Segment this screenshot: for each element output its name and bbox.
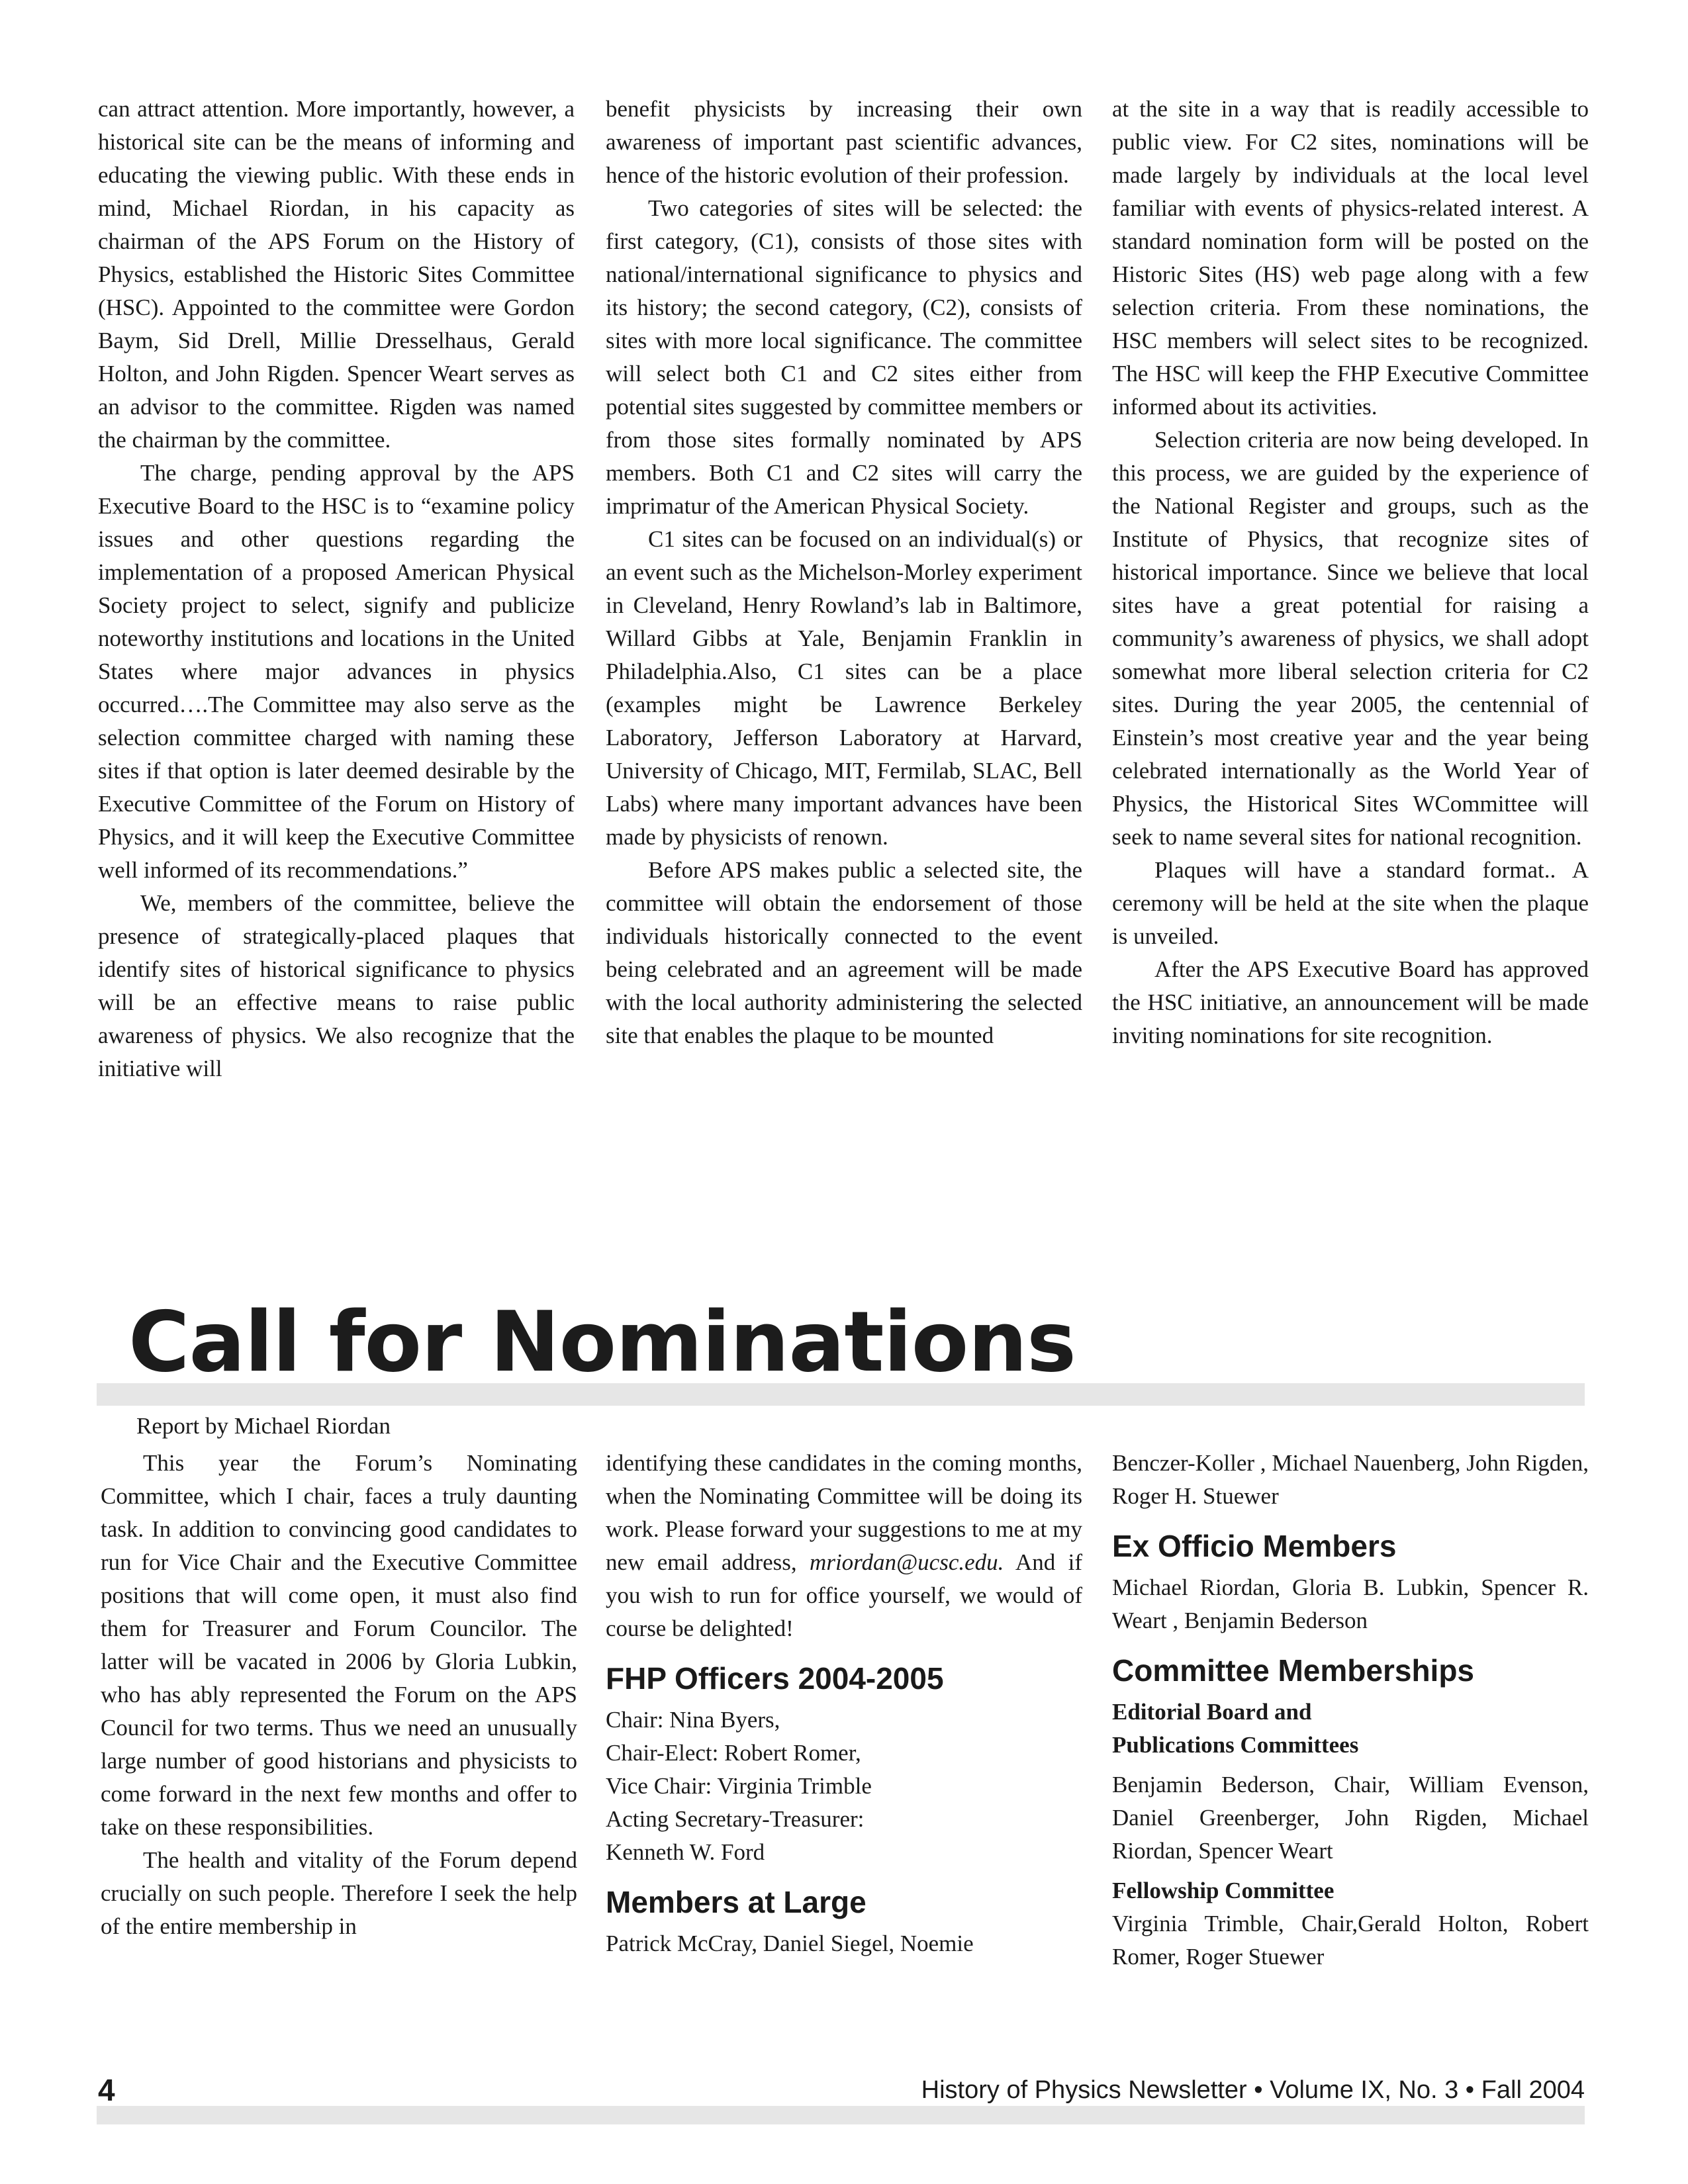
fellowship-committee-members: Virginia Trimble, Chair,Gerald Holton, Robert Romer, Roger Stuewer [1112, 1911, 1589, 1970]
ex-officio-text: Michael Riordan, Gloria B. Lubkin, Spencer R. Weart , Benjamin Bederson [1112, 1574, 1589, 1633]
article-paragraph: can attract attention. More importantly, however, a historical site can be the means of informing and educating the viewing public. With these ends in mind, Michael Riordan, in his capacity as chairman of the APS Forum on the History of Physics, established the Historic Sites Committee (HSC). Appointed to the committee were Gordon Baym, Sid Drell, Millie Dresselhaus, Gerald Holton, and John Rigden. Spencer Weart serves as an advisor to the committee. Rigden was named the chairman by the committee. [98, 96, 575, 453]
section-title: Call for Nominations [128, 1293, 1076, 1390]
article-paragraph: at the site in a way that is readily accessible to public view. For C2 sites, nominations will be made largely by individuals at the local level familiar with events of physics-related interest. A standard nomination form will be posted on the Historic Sites (HS) web page along with a few selection criteria. From these nominations, the HSC members will select sites to be recognized. The HSC will keep the FHP Executive Committee informed about its activities. [1112, 96, 1589, 420]
editorial-board-members: Benjamin Bederson, Chair, William Evenson, Daniel Greenberger, John Rigden, Michael Riordan, Spencer Weart [1112, 1772, 1589, 1864]
officer-line: Vice Chair: Virginia Trimble [606, 1773, 872, 1799]
editorial-board-heading: Editorial Board and [1112, 1699, 1312, 1725]
committee-memberships-heading: Committee Memberships [1112, 1653, 1475, 1688]
nominations-paragraph: The health and vitality of the Forum depend crucially on such people. Therefore I seek the help of the entire membership in [101, 1847, 577, 1939]
article-paragraph: We, members of the committee, believe the presence of strategically-placed plaques that identify sites of historical significance to physics will be an effective means to raise public awareness of physics. We also recognize that the initiative will [98, 890, 575, 1081]
nominations-column-1 [101, 1447, 577, 1943]
paragraph-text: identifying these candidates in the coming months, when the Nominating Committee will be doing its work. Please forward your suggestions to me at my new email address, [606, 1450, 1082, 1575]
article-column-1 [98, 93, 575, 1085]
members-at-large-heading: Members at Large [606, 1885, 867, 1919]
article-paragraph: Before APS makes public a selected site, the committee will obtain the endorsement of those individuals historically connected to the event being celebrated and an agreement will be made with the local authority administering the selected site that enables the plaque to be mounted [606, 857, 1082, 1048]
members-at-large-text: Patrick McCray, Daniel Siegel, Noemie [606, 1931, 974, 1956]
fellowship-committee-heading: Fellowship Committee [1112, 1878, 1335, 1903]
nominations-paragraph: This year the Forum’s Nominating Committee, which I chair, faces a truly daunting task. In addition to convincing good candidates to run for Vice Chair and the Executive Committee positions that will come open, it must also find them for Treasurer and Forum Councilor. The latter will be vacated in 2006 by Gloria Lubkin, who has ably represented the Forum on the APS Council for two terms. Thus we need an unusually large number of good historians and physicists to come forward in the next few months and offer to take on these responsibilities. [101, 1450, 577, 1840]
ex-officio-heading: Ex Officio Members [1112, 1529, 1397, 1563]
officer-line: Kenneth W. Ford [606, 1839, 765, 1865]
article-column-2 [606, 93, 1082, 1052]
article-paragraph: benefit physicists by increasing their own awareness of important past scientific advances, hence of the historic evolution of their profession. [606, 96, 1082, 188]
nominations-column-3 [1112, 1447, 1589, 1974]
article-column-3 [1112, 93, 1589, 1052]
footer-bar [97, 2106, 1585, 2124]
officer-line: Chair: Nina Byers, [606, 1707, 780, 1733]
page-number: 4 [98, 2073, 115, 2107]
article-paragraph: After the APS Executive Board has approved the HSC initiative, an announcement will be made inviting nominations for site recognition. [1112, 956, 1589, 1048]
article-paragraph: C1 sites can be focused on an individual(s) or an event such as the Michelson-Morley experiment in Cleveland, Henry Rowland’s lab in Baltimore, Willard Gibbs at Yale, Benjamin Franklin in Philadelphia.Also, C1 sites can be a place (examples might be Lawrence Berkeley Laboratory, Jefferson Laboratory at Harvard, University of Chicago, MIT, Fermilab, SLAC, Bell Labs) where many important advances have been made by physicists of renown. [606, 526, 1082, 850]
article-paragraph: Two categories of sites will be selected: the first category, (C1), consists of those sites with national/international significance to physics and its history; the second category, (C2), consists of sites with more local significance. The committee will select both C1 and C2 sites either from potential sites suggested by committee members or from those sites formally nominated by APS members. Both C1 and C2 sites will carry the imprimatur of the American Physical Society. [606, 195, 1082, 519]
paragraph-text: And if you wish to run for office yourself, we would of course be delighted! [606, 1549, 1082, 1641]
article-paragraph: The charge, pending approval by the APS Executive Board to the HSC is to “examine policy issues and other questions regarding the implementation of a proposed American Physical Society project to select, signify and publicize noteworthy institutions and locations in the United States where major advances in physics occurred….The Committee may also serve as the selection committee charged with naming these sites if that option is later deemed desirable by the Executive Committee of the Forum on History of Physics, and it will keep the Executive Committee well informed of its recommendations.” [98, 460, 575, 883]
publications-committees-heading: Publications Committees [1112, 1732, 1359, 1758]
article-paragraph: Plaques will have a standard format.. A ceremony will be held at the site when the plaque is unveiled. [1112, 857, 1589, 949]
footer-text: History of Physics Newsletter • Volume IX, No. 3 • Fall 2004 [921, 2076, 1585, 2104]
officer-line: Chair-Elect: Robert Romer, [606, 1740, 861, 1766]
nominations-paragraph [606, 1447, 1082, 1645]
officer-line: Acting Secretary-Treasurer: [606, 1806, 865, 1832]
article-paragraph: Selection criteria are now being developed. In this process, we are guided by the experience of the National Register and groups, such as the Institute of Physics, that recognize sites of historical importance. Since we believe that local sites have a great potential for raising a community’s awareness of physics, we shall adopt somewhat more liberal selection criteria for C2 sites. During the year 2005, the centennial of Einstein’s most creative year and the year being celebrated internationally as the World Year of Physics, the Historical Sites WCommittee will seek to name several sites for national recognition. [1112, 427, 1589, 850]
officers-heading: FHP Officers 2004-2005 [606, 1661, 944, 1696]
byline: Report by Michael Riordan [136, 1413, 391, 1439]
nominations-column-2 [606, 1447, 1082, 1960]
members-at-large-text-continued: Benczer-Koller , Michael Nauenberg, John Rigden, Roger H. Stuewer [1112, 1450, 1589, 1509]
email-address[interactable]: mriordan@ucsc.edu. [810, 1549, 1004, 1575]
